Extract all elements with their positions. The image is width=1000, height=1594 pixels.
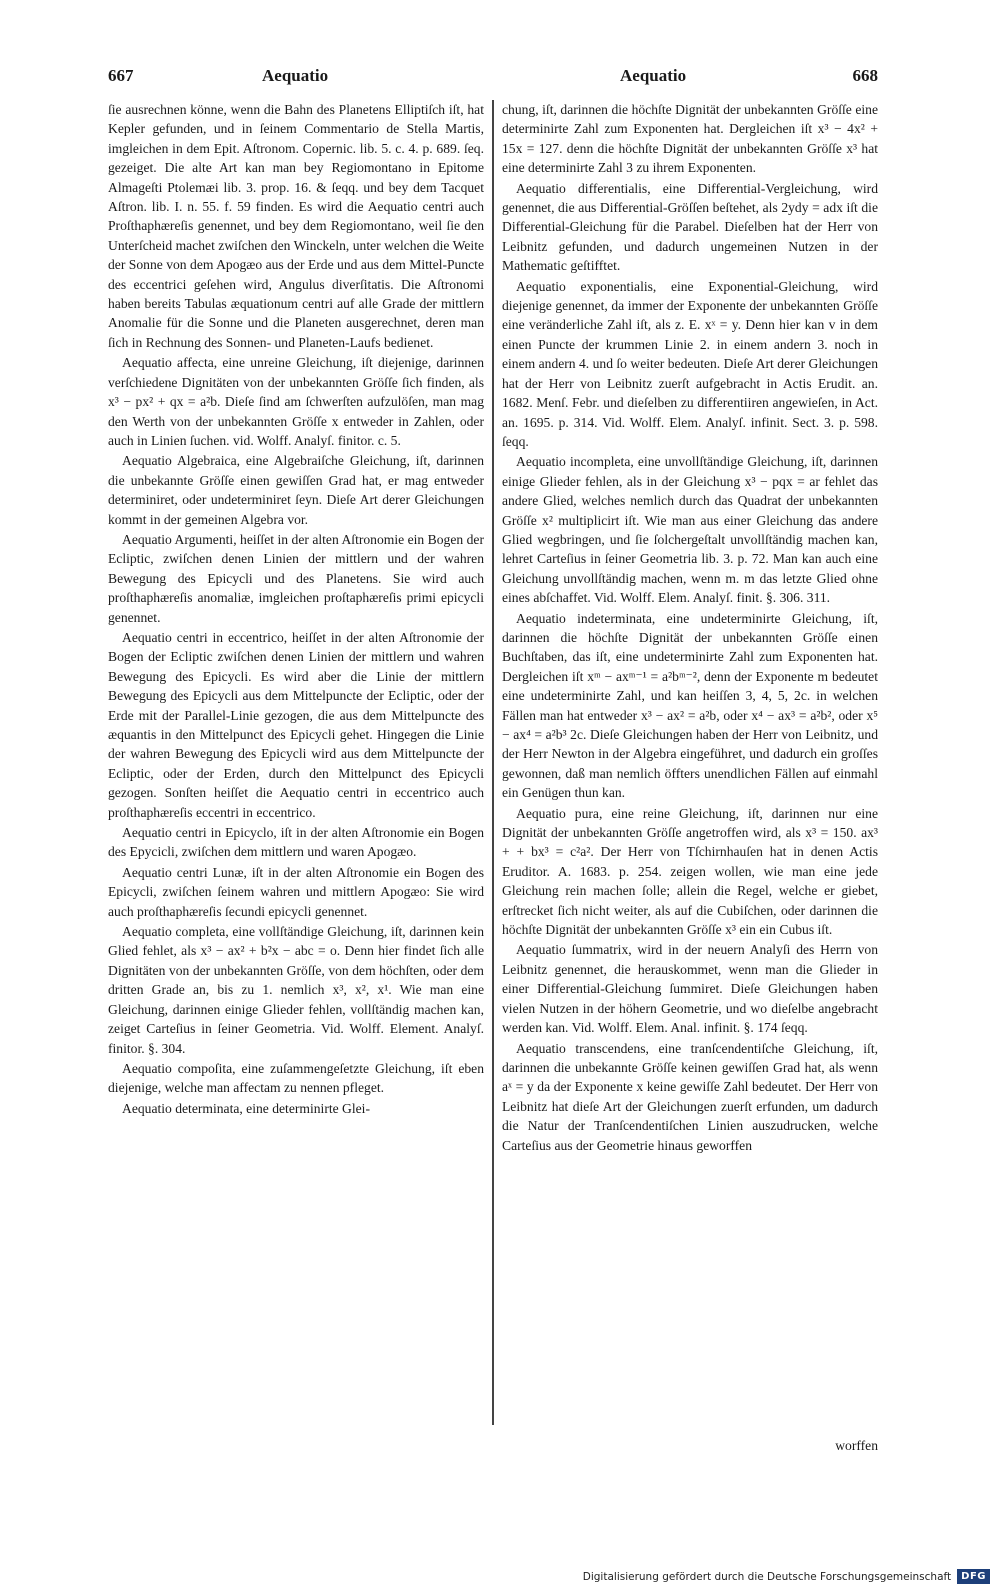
footer-text: Digitalisierung gefördert durch die Deutsche Forschungsgemeinschaft: [582, 1570, 952, 1583]
paragraph: ſie ausrechnen könne, wenn die Bahn des Planetens Elliptiſch iſt, hat Kepler gefunden, und in ſeinem Commentario de Stella Martis, imgleichen in dem Epit. Aſtronom. Copernic. lib. 5. c. 4. p. 689. ſeq. gezeiget. Die alte Art kan man bey Regiomontano in Epitome Almageſti Ptolemæi lib. 3. prop. 16. & ſeqq. und bey dem Tacquet Aſtron. lib. I. n. 55. f. 59 finden. Es wird die Aequatio centri auch Proſthaphæreſis genennet, und bey dem Regiomontano, weil ſie den Unterſcheid machet zwiſchen den Winckeln, unter welchen die Weite der Sonne von dem Apogæo aus der Erde und aus dem Mittel-Puncte des eccentrici geſehen wird, Angulus diverſitatis. Die Aſtronomi haben bereits Tabulas æquationum centri auf alle Grade der mittlern Anomalie für die Sonne und die Planeten ausgerechnet, deren man ſich in Rechnung des Sonnen- und Planeten-Laufs bedienet.: [108, 102, 484, 350]
paragraph: Aequatio indeterminata, eine undeterminirte Gleichung, iſt, darinnen die höchſte Dignität der unbekannten Gröſſe einen Buchſtaben, das iſt, eine undeterminirte Zahl zum Exponenten hat. Dergleichen iſt xᵐ − axᵐ⁻¹ = a²bᵐ⁻², denn der Exponente m bedeutet eine undeterminirte Zahl, und kan heiſſen 3, 4, 5, 2c. in welchen Fällen man hat entweder x³ − ax² = a²b, oder x⁴ − ax³ = a²b², oder x⁵ − ax⁴ = a²b³ 2c. Dieſe Gleichungen haben der Herr von Leibnitz, und der Herr Newton in der Algebra eingeführet, und dadurch ein groſſes gewonnen, daß man nemlich öffters unendlichen Fällen auf einmahl ein Genügen thun kan.: [502, 610, 878, 801]
paragraph: Aequatio centri in eccentrico, heiſſet in der alten Aſtronomie der Bogen der Ecliptic zwiſchen denen Linien der mittlern und wahren Bewegung des Epicycli. Es wird aber die Linie der mittlern Bewegung des Epicycli aus dem Mittelpuncte der Ecliptic, oder der Erde mit der Parallel-Linie gezogen, die aus dem Mittelpuncte des æquantis in den Mittelpunct des Epicycli gehet. Hingegen die Linie der wahren Bewegung des Epicycli wird aus dem Mittelpuncte der Ecliptic, oder der Erden, durch den Mittelpunct des Epicycli gezogen. Sonſten heiſſet die Aequatio centri in eccentrico auch proſthaphæreſis eccentri in eccentrico.: [108, 629, 484, 820]
paragraph: Aequatio differentialis, eine Differential-Vergleichung, wird genennet, die aus Differential-Gröſſen beſtehet, als 2ydy = adx iſt die Differential-Gleichung für die Parabel. Dieſelben hat der Herr von Leibnitz gefunden, und dadurch ungemeinen Nutzen in der Mathematic geſtifftet.: [502, 180, 878, 274]
paragraph: Aequatio transcendens, eine tranſcendentiſche Gleichung, iſt, darinnen die unbekannte Gröſſe keinen gewiſſen Grad hat, als wenn aˣ = y da der Exponente x keine gewiſſe Zahl bedeutet. Der Herr von Leibnitz hat dieſe Art der Gleichungen zuerſt erfunden, um dadurch die Natur der Tranſcendentiſchen Linien auszudrucken, welche Carteſius aus der Geometrie hinaus geworffen: [502, 1040, 878, 1153]
right-column: [502, 100, 878, 1455]
paragraph: Aequatio centri Lunæ, iſt in der alten Aſtronomie ein Bogen des Epicycli, zwiſchen ſeinem wahren und mittlern Apogæo: Sie wird auch proſthaphæreſis ſecundi epicycli genennet.: [108, 864, 484, 919]
paragraph: Aequatio ſummatrix, wird in der neuern Analyſi des Herrn von Leibnitz genennet, die herauskommet, wenn man die Glieder in einer Differential-Gleichung ſummiret. Dieſe Gleichungen haben vielen Nutzen in der höhern Geometrie, und wo dieſelbe angebracht werden kan. Vid. Wolff. Elem. Anal. infinit. §. 174 ſeqq.: [502, 942, 878, 1036]
paragraph: Aequatio exponentialis, eine Exponential-Gleichung, wird diejenige genennet, da immer der Exponente der unbekannten Gröſſe eine veränderliche Zahl iſt, als z. E. xˣ = y. Denn hier kan v in dem einen Puncte der krummen Linie 2. in einem andern 3. noch in einem andern 4. und ſo weiter bedeuten. Dieſe Art derer Gleichungen hat der Herr von Leibnitz zuerſt aufgebracht in Actis Erudit. an. 1682. Menſ. Febr. und dieſelben zu differentiiren angewieſen, in Act. an. 1695. p. 314. Vid. Wolff. Elem. Analyſ. infinit. Sect. 3. p. 598. ſeqq.: [502, 278, 878, 449]
right-running-title: Aequatio: [620, 66, 687, 85]
dfg-logo: DFG: [957, 1569, 990, 1584]
left-column: [108, 100, 484, 1455]
paragraph: Aequatio centri in Epicyclo, iſt in der alten Aſtronomie ein Bogen des Epycicli, zwiſchen dem mittlern und waren Apogæo.: [108, 825, 484, 860]
paragraph: Aequatio incompleta, eine unvollſtändige Gleichung, iſt, darinnen einige Glieder fehlen, als in der Gleichung x³ − pqx = ar fehlet das andere Glied, welches nemlich durch das Quadrat der unbekannten Gröſſe x² multiplicirt iſt. Wie man aus einer Gleichung das andere Glied wegbringen, und ſie ſolchergeſtalt unvollſtändig machen kan, lehret Carteſius in ſeiner Geometria lib. 3. p. 72. Man kan auch eine Gleichung unvollſtändig machen, wenn m. m das letzte Glied ohne eines abſchaffet. Vid. Wolff. Elem. Analyſ. finit. §. 306. 311.: [502, 454, 878, 606]
catchword: worffen: [835, 1438, 878, 1453]
book-page: [108, 66, 878, 1461]
column-divider: [492, 100, 494, 1425]
paragraph: Aequatio determinata, eine determinirte Glei-: [122, 1100, 370, 1116]
paragraph: Aequatio completa, eine vollſtändige Gleichung, iſt, darinnen kein Glied fehlet, als x³ − ax² + b²x − abc = o. Denn hier findet ſich alle Dignitäten von der unbekannten Gröſſe, von dem höchſten, oder dem dritten Grade an, bis zu 1. nemlich x³, x², x¹. Wie man eine Gleichung, darinnen einige Glieder fehlen, vollſtändig machen kan, zeiget Carteſius in ſeiner Geometria. Vid. Wolff. Element. Analyſ. finitor. §. 304.: [108, 924, 484, 1056]
paragraph: Aequatio Algebraica, eine Algebraiſche Gleichung, iſt, darinnen die unbekannte Gröſſe einen gewiſſen Grad hat, er mag entweder determiniret, oder undeterminiret ſeyn. Dieſe Art derer Gleichungen kommt in der gemeinen Algebra vor.: [108, 453, 484, 527]
left-running-title: Aequatio: [262, 66, 329, 85]
paragraph: Aequatio pura, eine reine Gleichung, iſt, darinnen nur eine Dignität der unbekannten Gröſſe angetroffen wird, als x³ = 150. ax³ + + bx³ = c²a². Der Herr von Tſchirnhauſen hat in denen Actis Eruditor. A. 1683. p. 254. zeigen wollen, wie man eine jede Gleichung rein machen ſolle; allein die Regel, welche er giebet, erſtrecket ſich nicht weiter, als auf die Cubiſchen, oder darinnen die höchſte Dignität der unbekannten Gröſſe x³ ein ein Cubus iſt.: [502, 805, 878, 938]
digitization-footer: [583, 1569, 990, 1584]
paragraph: Aequatio affecta, eine unreine Gleichung, iſt diejenige, darinnen verſchiedene Dignitäten von der unbekannten Gröſſe ſich finden, als x³ − px² + qx = a²b. Dieſe ſind am ſchwerſten aufzulöſen, man mag den Werth von der unbekannten Gröſſe x entweder in Zahlen, oder auch in Linien ſuchen. vid. Wolff. Analyſ. finitor. c. 5.: [108, 355, 484, 448]
paragraph: chung, iſt, darinnen die höchſte Dignität der unbekannten Gröſſe eine determinirte Zahl zum Exponenten hat. Dergleichen iſt x³ − 4x² + 15x = 127. denn die höchſte Dignität der unbekannten Gröſſe x³ hat eine determinirte Zahl 3 zu ihrem Exponenten.: [502, 102, 878, 176]
left-page-number: 667: [108, 66, 134, 85]
paragraph: Aequatio Argumenti, heiſſet in der alten Aſtronomie ein Bogen der Ecliptic, zwiſchen denen Linien der mittlern und der wahren Bewegung des Epicycli und des Planetens. Sie wird auch proſthaphæreſis anomaliæ, imgleichen proſtaphæreſis primi epicycli genennet.: [108, 531, 484, 625]
right-page-number: 668: [852, 66, 878, 85]
paragraph: Aequatio compoſita, eine zuſammengeſetzte Gleichung, iſt eben diejenige, welche man affectam zu nennen pfleget.: [108, 1060, 484, 1096]
